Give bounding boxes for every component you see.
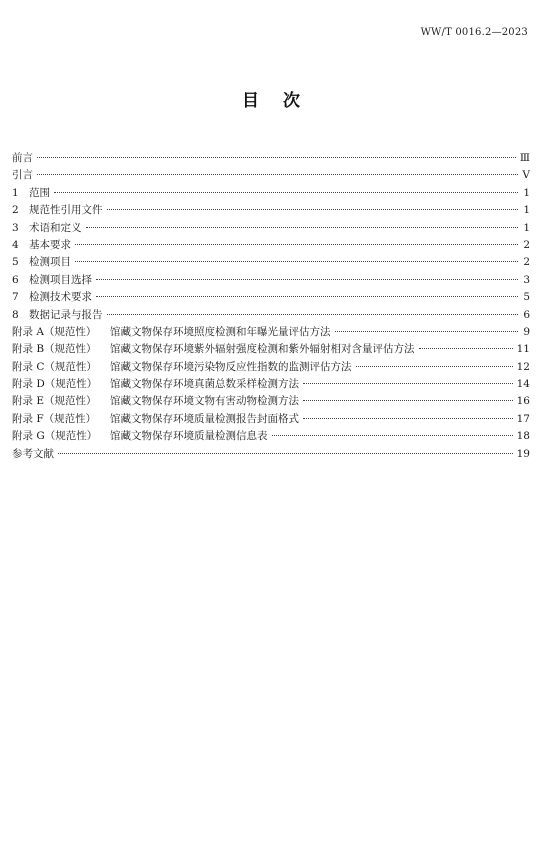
toc-page-number: 6 xyxy=(523,308,530,321)
toc-page-number: 19 xyxy=(516,447,530,460)
toc-title: 目次 xyxy=(242,91,324,111)
toc-page-number: 1 xyxy=(523,221,530,234)
toc-entry-label: 参考文献 xyxy=(12,447,54,460)
toc-list xyxy=(12,150,530,463)
toc-entry-label: 范围 xyxy=(29,186,50,199)
toc-annex-title: 馆藏文物保存环境真菌总数采样检测方法 xyxy=(110,378,299,391)
toc-chapter-number: 6 xyxy=(12,273,19,286)
toc-page-number: 3 xyxy=(523,273,530,286)
dot-leader xyxy=(58,453,513,454)
dot-leader xyxy=(75,244,518,245)
toc-entry-label: 基本要求 xyxy=(29,238,71,251)
toc-chapter-number: 4 xyxy=(12,238,19,251)
toc-annex-title: 馆藏文物保存环境质量检测信息表 xyxy=(110,430,268,443)
toc-page-number: 12 xyxy=(516,360,530,373)
toc-entry-chapter-2[interactable] xyxy=(12,202,530,219)
toc-entry-chapter-8[interactable] xyxy=(12,307,530,324)
dot-leader xyxy=(419,348,513,349)
toc-entry-label: 检测项目选择 xyxy=(29,273,92,286)
toc-page-number: 2 xyxy=(523,256,530,269)
toc-entry-annex-g[interactable] xyxy=(12,428,530,445)
dot-leader xyxy=(303,383,513,384)
toc-page-number: 11 xyxy=(516,343,530,356)
toc-annex-label: 附录 G（规范性） xyxy=(12,430,98,443)
toc-page-number: 9 xyxy=(523,325,530,338)
toc-entry-label: 检测项目 xyxy=(29,256,71,269)
toc-chapter-number: 3 xyxy=(12,221,19,234)
toc-page-number: 16 xyxy=(516,395,530,408)
toc-entry-chapter-4[interactable] xyxy=(12,237,530,254)
toc-entry-chapter-3[interactable] xyxy=(12,220,530,237)
toc-page-number: 5 xyxy=(523,291,530,304)
toc-entry-label: 引言 xyxy=(12,169,33,182)
toc-annex-title: 馆藏文物保存环境文物有害动物检测方法 xyxy=(110,395,299,408)
toc-entry-annex-d[interactable] xyxy=(12,376,530,393)
toc-page-number: 17 xyxy=(516,412,530,425)
dot-leader xyxy=(96,296,518,297)
toc-chapter-number: 5 xyxy=(12,256,19,269)
toc-entry-chapter-6[interactable] xyxy=(12,272,530,289)
dot-leader xyxy=(356,366,513,367)
dot-leader xyxy=(75,261,518,262)
toc-chapter-number: 7 xyxy=(12,291,19,304)
toc-entry-label: 前言 xyxy=(12,152,33,164)
toc-annex-label: 附录 C（规范性） xyxy=(12,360,97,373)
dot-leader xyxy=(37,174,518,175)
toc-entry-chapter-5[interactable] xyxy=(12,254,530,271)
dot-leader xyxy=(107,314,519,315)
toc-page-number: Ⅲ xyxy=(519,152,530,164)
toc-annex-label: 附录 E（规范性） xyxy=(12,395,97,408)
dot-leader xyxy=(272,435,513,436)
dot-leader xyxy=(303,400,513,401)
toc-annex-label: 附录 D（规范性） xyxy=(12,378,98,391)
toc-annex-title: 馆藏文物保存环境紫外辐射强度检测和紫外辐射相对含量评估方法 xyxy=(110,343,415,356)
toc-entry-foreword[interactable] xyxy=(12,150,530,167)
toc-entry-introduction[interactable] xyxy=(12,167,530,184)
toc-page-number: 14 xyxy=(516,378,530,391)
toc-annex-title: 馆藏文物保存环境污染物反应性指数的监测评估方法 xyxy=(110,360,352,373)
toc-entry-chapter-7[interactable] xyxy=(12,289,530,306)
dot-leader xyxy=(96,279,518,280)
toc-entry-label: 数据记录与报告 xyxy=(29,308,103,321)
toc-entry-annex-e[interactable] xyxy=(12,393,530,410)
toc-entry-chapter-1[interactable] xyxy=(12,185,530,202)
toc-entry-annex-a[interactable] xyxy=(12,324,530,341)
toc-chapter-number: 1 xyxy=(12,186,19,199)
toc-page-number: 1 xyxy=(523,186,530,199)
toc-annex-label: 附录 F（规范性） xyxy=(12,412,97,425)
toc-entry-annex-f[interactable] xyxy=(12,411,530,428)
dot-leader xyxy=(107,209,519,210)
toc-annex-title: 馆藏文物保存环境质量检测报告封面格式 xyxy=(110,412,299,425)
toc-entry-label: 检测技术要求 xyxy=(29,291,92,304)
toc-entry-annex-b[interactable] xyxy=(12,341,530,358)
dot-leader xyxy=(303,418,513,419)
toc-chapter-number: 8 xyxy=(12,308,19,321)
dot-leader xyxy=(54,192,518,193)
toc-annex-label: 附录 A（规范性） xyxy=(12,325,97,338)
toc-entry-label: 术语和定义 xyxy=(29,221,82,234)
toc-chapter-number: 2 xyxy=(12,204,19,217)
toc-entry-references[interactable] xyxy=(12,446,530,463)
toc-annex-title: 馆藏文物保存环境照度检测和年曝光量评估方法 xyxy=(110,325,331,338)
dot-leader xyxy=(335,331,519,332)
toc-page-number: Ⅴ xyxy=(522,169,530,182)
dot-leader xyxy=(86,227,519,228)
toc-entry-annex-c[interactable] xyxy=(12,359,530,376)
toc-page-number: 1 xyxy=(523,204,530,217)
document-code: WW/T 0016.2—2023 xyxy=(420,27,528,38)
toc-page-number: 18 xyxy=(516,430,530,443)
toc-annex-label: 附录 B（规范性） xyxy=(12,343,97,356)
toc-page-number: 2 xyxy=(523,238,530,251)
dot-leader xyxy=(37,157,516,158)
toc-entry-label: 规范性引用文件 xyxy=(29,204,103,217)
